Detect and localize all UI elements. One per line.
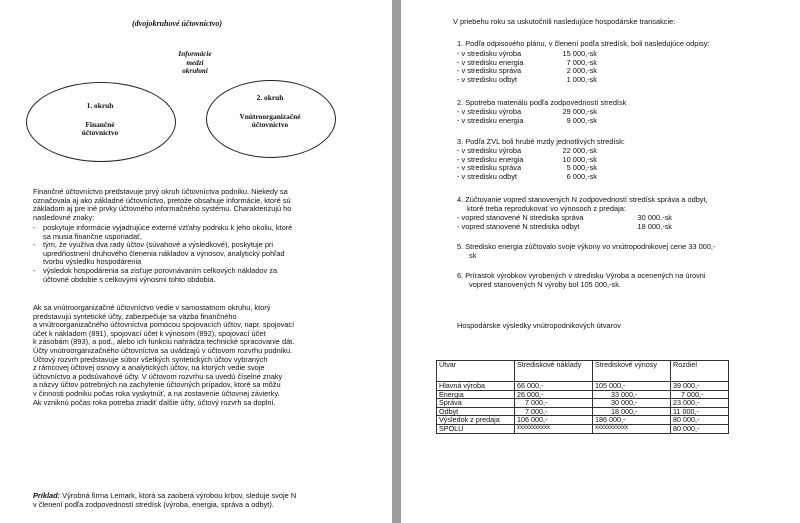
example-paragraph: Príklad: Výrobná firma Lemark, ktorá sa zaoberá výrobou krbov, sleduje svoje N v členení podľa zodpovedností stredísk (výroba, energia, správa a odbyt). (33, 491, 297, 509)
left-page (0, 0, 392, 523)
transactions-intro: V priebehu roku sa uskutočnili nasledujúce hospodárske transakcie: (453, 17, 676, 26)
example-label: Príklad: (33, 491, 61, 500)
table-cell: 18 000,- (593, 407, 671, 416)
table-cell: Energia (437, 390, 515, 399)
table-cell: 80 000,- (671, 424, 729, 433)
table-row (437, 382, 729, 391)
list-item: - výsledok hospodárenia sa zisťuje porovnávaním celkových nákladov za účtovné obdobie s celkovými výnosmi tohto obdobia. (33, 265, 278, 284)
table-header-row (437, 361, 729, 382)
item-1-title: 1. Podľa odpisového plánu, v členení podľa stredísk, boli nasledujúce odpisy: (457, 39, 710, 48)
circle2-label: 2. okruh Vnútroorganizačné účtovníctvo (239, 93, 301, 130)
table-cell: 7 000,- (671, 390, 729, 399)
item-4-rows: - vopred stanovené N strediska správa 30 000,-sk - vopred stanovené N strediska odbyt 18 000,-sk (457, 213, 672, 231)
table-cell: 33 000,- (593, 390, 671, 399)
item-1-rows: - v stredisku výroba 15 000,-sk - v stredisku energia 7 000,-sk - v stredisku správa 2 000,-sk - v stredisku odbyt 1 000,-sk (457, 49, 597, 84)
item-3-rows: - v stredisku výroba 22 000,-sk - v stredisku energia 10 000,-sk - v stredisku správa 5 000,-sk - v stredisku odbyt 6 000,-sk (457, 146, 597, 181)
right-page (401, 0, 800, 523)
table-cell: 11 000,- (671, 407, 729, 416)
table-cell: Výsledok z predaja (437, 416, 515, 425)
table-cell: 66 000,- (515, 382, 593, 391)
table-cell: 7 000,- (515, 407, 593, 416)
table-cell: 106 000,- (515, 416, 593, 425)
table-title: Hospodárske výsledky vnútropodnikových útvarov (457, 321, 621, 330)
table-cell: SPOLU (437, 424, 515, 433)
table-cell: Správa (437, 399, 515, 408)
diagram-center-text: Informácie medzi okruhmi (178, 50, 212, 76)
paragraph-financial-accounting: Finančné účtovníctvo predstavuje prvý okruh účtovníctva podniku. Niekedy sa označovala aj ako základné účtovníctvo, pretože obsahuje informácie, ktoré sú základom aj pre iné prvky účtovného informačného systému. Charakterizujú ho nasledovné znaky: (33, 187, 292, 222)
item-6: 6. Prírastok výrobkov vyrobených v stredisku Výroba a ocenených na úrovni vopred stanovených N výroby bol 105 000,-sk. (457, 271, 706, 289)
table-row (437, 399, 729, 408)
table-cell: Odbyt (437, 407, 515, 416)
results-table (436, 360, 729, 434)
item-5: 5. Stredisko energia zúčtovalo svoje výkony vo vnútropodnikovej cene 33 000,- sk (457, 242, 716, 260)
table-cell: 39 000,- (671, 382, 729, 391)
item-2-title: 2. Spotreba materiálu podľa zodpovedností stredísk (457, 98, 627, 107)
item-3-title: 3. Podľa ZVL boli hrubé mzdy jednotlivých stredísk: (457, 137, 625, 146)
table-header-cell: Rozdiel (671, 361, 729, 382)
paragraph-internal-accounting: Ak sa vnútroorganizačné účtovníctvo vedie v samostatnom okruhu, ktorý predstavujú syntetické účty, zabezpečuje sa väzba finančného a vnútroorganizačného účtovníctva pomocou spojovacích účtov, napr. spojovací účet k nákladom (891), spojovací účet k výnosom (892), spojovací účet k zásobám (893), a pod., alebo ich funkciu nahrádza technické spracovanie dát. Účty vnútroorganizačného účtovníctva sa uvádzajú v účtovom rozvrhu podniku. Účtový rozvrh predstavuje súbor všetkých syntetických účtov vybraných z rámcovej účtovej osnovy a analytických účtov, na ktorých vedie svoje účtovníctvo a podsúvahové účty. V účtovom rozvrhu sa uvedú číselné znaky a názvy účtov potrebných na zachytenie účtovných prípadov, ktoré sa môžu v činnosti podniku počas roka vyskytnúť, a na zostavenie účtovnej závierky. Ak vzniknú počas roka potreba zriadiť ďalšie účty, účtový rozvrh sa doplní. (33, 303, 295, 407)
table-header-cell: Strediskové náklady (515, 361, 593, 382)
table-cell: 7 000,- (515, 399, 593, 408)
table-row (437, 424, 729, 433)
list-item: - poskytuje informácie vyjadrujúce externé vzťahy podniku k jeho okoliu, ktoré sa musia finančne usporiadať, (33, 223, 293, 241)
table-cell: 30 000,- (593, 399, 671, 408)
page-heading: (dvojokruhové účtovníctvo) (132, 19, 222, 28)
bullet-list (33, 224, 292, 284)
table-cell: 26 000,- (515, 390, 593, 399)
table-cell: 186 000,- (593, 416, 671, 425)
list-item: - tým, že využíva dva rady účtov (súvahové a výsledkové), poskytuje pri upredňostnení druhového členenia nákladov a výnosov, analytický pohľad tvorbu výsledku hospodárenia (33, 240, 285, 267)
table-cell: xxxxxxxxxxx (593, 424, 671, 433)
table-cell: 80 000,- (671, 416, 729, 425)
table-header-cell: Strediskové výnosy (593, 361, 671, 382)
table-cell: Hlavná výroba (437, 382, 515, 391)
table-header-cell: Útvar (437, 361, 515, 382)
item-4: 4. Zúčtovanie vopred stanovených N zodpovedností stredísk správa a odbyt, ktoré treba reprodukovať vo výnosoch z predaja: (457, 195, 708, 213)
table-cell: 105 000,- (593, 382, 671, 391)
table-cell: 23 000,- (671, 399, 729, 408)
table-cell: xxxxxxxxxxx (515, 424, 593, 433)
item-2-rows: - v stredisku výroba 29 000,-sk - v stredisku energia 9 000,-sk (457, 107, 597, 125)
circle1-label: 1. okruh Finančné účtovníctvo (81, 101, 119, 138)
